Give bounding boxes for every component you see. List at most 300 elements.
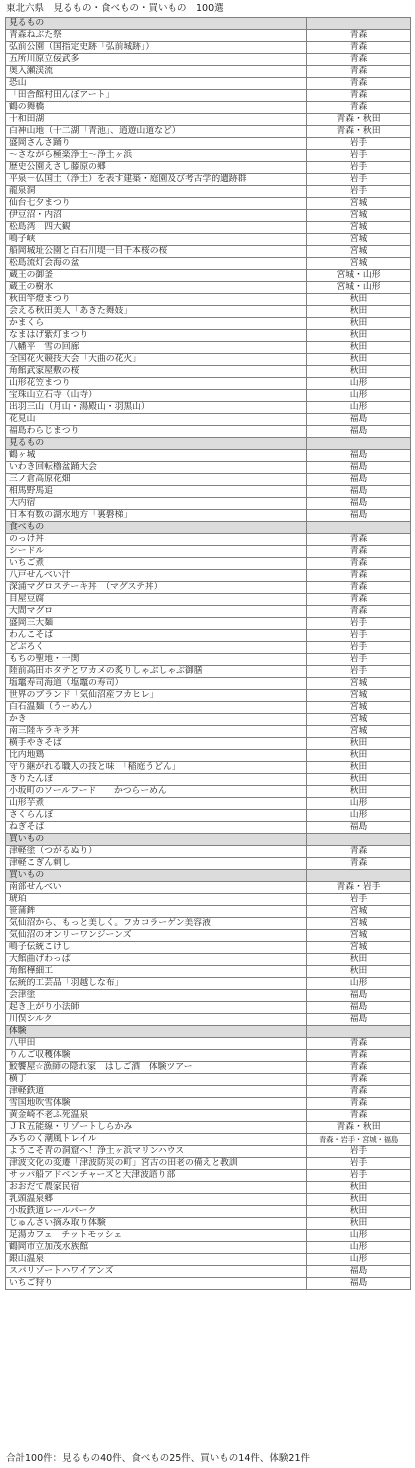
prefecture-cell: 宮城 xyxy=(307,930,411,942)
table-row xyxy=(6,726,411,738)
prefecture-cell: 山形 xyxy=(307,1230,411,1242)
table-row xyxy=(6,102,411,114)
prefecture-cell: 青森 xyxy=(307,1110,411,1122)
table-row xyxy=(6,114,411,126)
table-row xyxy=(6,918,411,930)
prefecture-cell: 宮城 xyxy=(307,906,411,918)
item-name-cell: 松島流灯会海の盆 xyxy=(6,258,307,270)
item-name-cell: いちご煮 xyxy=(6,558,307,570)
item-name-cell: 八甲田 xyxy=(6,1038,307,1050)
table-row xyxy=(6,606,411,618)
table-row xyxy=(6,954,411,966)
item-name-cell: 目屋豆腐 xyxy=(6,594,307,606)
section-header: 食べもの xyxy=(6,522,307,534)
table-row xyxy=(6,582,411,594)
item-name-cell: 津波文化の変遷「津波防災の町」宮古の田老の備えと教訓 xyxy=(6,1158,307,1170)
item-name-cell: 角館武家屋敷の桜 xyxy=(6,366,307,378)
item-name-cell: 鶴の舞橋 xyxy=(6,102,307,114)
prefecture-cell: 秋田 xyxy=(307,786,411,798)
item-name-cell: 青森ねぶた祭 xyxy=(6,30,307,42)
table-row xyxy=(6,786,411,798)
prefecture-cell: 青森 xyxy=(307,42,411,54)
section-header-row xyxy=(6,870,411,882)
prefecture-cell: 青森 xyxy=(307,582,411,594)
item-name-cell: 山形芋煮 xyxy=(6,798,307,810)
prefecture-cell: 秋田 xyxy=(307,354,411,366)
table-row xyxy=(6,894,411,906)
prefecture-cell: 宮城 xyxy=(307,210,411,222)
item-name-cell: りんご収穫体験 xyxy=(6,1050,307,1062)
item-name-cell: 起き上がり小法師 xyxy=(6,1002,307,1014)
prefecture-cell: 青森・秋田 xyxy=(307,1122,411,1134)
table-row xyxy=(6,1254,411,1266)
prefecture-cell: 宮城 xyxy=(307,942,411,954)
item-name-cell: きりたんぽ xyxy=(6,774,307,786)
item-name-cell: 笹蒲鉾 xyxy=(6,906,307,918)
prefecture-cell: 秋田 xyxy=(307,954,411,966)
table-row xyxy=(6,366,411,378)
prefecture-cell: 福島 xyxy=(307,510,411,522)
item-name-cell: さくらんぼ xyxy=(6,810,307,822)
prefecture-cell: 福島 xyxy=(307,1278,411,1290)
table-row xyxy=(6,510,411,522)
prefecture-cell: 秋田 xyxy=(307,294,411,306)
prefecture-cell: 福島 xyxy=(307,450,411,462)
item-name-cell: 黄金崎不老ふ死温泉 xyxy=(6,1110,307,1122)
prefecture-cell: 青森・岩手・宮城・福島 xyxy=(307,1134,411,1146)
prefecture-cell: 岩手 xyxy=(307,162,411,174)
prefecture-cell: 宮城 xyxy=(307,918,411,930)
item-name-cell: 山形花笠まつり xyxy=(6,378,307,390)
item-name-cell: 三ノ倉高原花畑 xyxy=(6,474,307,486)
table-row xyxy=(6,1242,411,1254)
item-name-cell: 塩竈寿司海道（塩竈の寿司） xyxy=(6,678,307,690)
item-name-cell: じゅんさい摘み取り体験 xyxy=(6,1218,307,1230)
prefecture-cell: 福島 xyxy=(307,474,411,486)
prefecture-cell: 秋田 xyxy=(307,1194,411,1206)
item-name-cell: 花見山 xyxy=(6,414,307,426)
table-row xyxy=(6,594,411,606)
table-row xyxy=(6,1062,411,1074)
prefecture-cell: 秋田 xyxy=(307,342,411,354)
table-row xyxy=(6,378,411,390)
item-name-cell: 松島湾 四大観 xyxy=(6,222,307,234)
item-name-cell: 横手やきそば xyxy=(6,738,307,750)
prefecture-cell: 山形 xyxy=(307,390,411,402)
table-row xyxy=(6,1038,411,1050)
item-name-cell: 大館曲げわっぱ xyxy=(6,954,307,966)
table-row xyxy=(6,978,411,990)
prefecture-cell: 青森 xyxy=(307,78,411,90)
prefecture-cell: 青森 xyxy=(307,1050,411,1062)
table-row xyxy=(6,30,411,42)
table-row xyxy=(6,258,411,270)
prefecture-cell: 山形 xyxy=(307,1254,411,1266)
table-row xyxy=(6,234,411,246)
prefecture-cell: 青森 xyxy=(307,546,411,558)
prefecture-cell: 福島 xyxy=(307,486,411,498)
prefecture-cell: 宮城・山形 xyxy=(307,270,411,282)
table-row xyxy=(6,462,411,474)
table-row xyxy=(6,798,411,810)
table-row xyxy=(6,342,411,354)
list-table xyxy=(5,17,411,1290)
prefecture-cell: 青森 xyxy=(307,594,411,606)
item-name-cell: 津軽塗（つがるぬり） xyxy=(6,846,307,858)
table-row xyxy=(6,1050,411,1062)
item-name-cell: 足湯カフェ チットモッシェ xyxy=(6,1230,307,1242)
prefecture-cell: 青森 xyxy=(307,54,411,66)
prefecture-cell: 福島 xyxy=(307,426,411,438)
item-name-cell: 奥入瀬渓流 xyxy=(6,66,307,78)
table-row xyxy=(6,1218,411,1230)
table-row xyxy=(6,42,411,54)
prefecture-cell: 青森 xyxy=(307,1062,411,1074)
item-name-cell: 鶴岡市立加茂水族館 xyxy=(6,1242,307,1254)
item-name-cell: 横丁 xyxy=(6,1074,307,1086)
table-row xyxy=(6,474,411,486)
item-name-cell: 大間マグロ xyxy=(6,606,307,618)
table-row xyxy=(6,1182,411,1194)
item-name-cell: サッパ船アドベンチャーズと大津波語り部 xyxy=(6,1170,307,1182)
table-row xyxy=(6,66,411,78)
table-row xyxy=(6,1110,411,1122)
section-header-row xyxy=(6,438,411,450)
table-row xyxy=(6,570,411,582)
document-title: 東北六県 見るもの・食べもの・買いもの 100選 xyxy=(6,3,224,14)
section-header-blank-cell xyxy=(307,18,411,30)
table-row xyxy=(6,930,411,942)
item-name-cell: 鮫饗屋☆漁師の隠れ家 はしご酒 体験ツアー xyxy=(6,1062,307,1074)
table-row xyxy=(6,246,411,258)
table-row xyxy=(6,858,411,870)
prefecture-cell: 宮城 xyxy=(307,714,411,726)
list-table-body xyxy=(6,18,411,1290)
table-row xyxy=(6,1158,411,1170)
prefecture-cell: 青森 xyxy=(307,534,411,546)
table-row xyxy=(6,318,411,330)
table-row xyxy=(6,822,411,834)
prefecture-cell: 山形 xyxy=(307,798,411,810)
table-row xyxy=(6,1170,411,1182)
prefecture-cell: 青森 xyxy=(307,570,411,582)
section-header: 買いもの xyxy=(6,834,307,846)
item-name-cell: 鳴子伝統こけし xyxy=(6,942,307,954)
table-row xyxy=(6,642,411,654)
table-row xyxy=(6,354,411,366)
item-name-cell: 「田舎館村田んぼアート」 xyxy=(6,90,307,102)
item-name-cell: わんこそば xyxy=(6,630,307,642)
prefecture-cell: 岩手 xyxy=(307,894,411,906)
item-name-cell: 角館樺細工 xyxy=(6,966,307,978)
prefecture-cell: 福島 xyxy=(307,462,411,474)
table-row xyxy=(6,774,411,786)
table-row xyxy=(6,1146,411,1158)
item-name-cell: スパリゾートハワイアンズ xyxy=(6,1266,307,1278)
prefecture-cell: 宮城 xyxy=(307,726,411,738)
prefecture-cell: 秋田 xyxy=(307,366,411,378)
item-name-cell: 日本有数の湖水地方「裏磐梯」 xyxy=(6,510,307,522)
item-name-cell: なまはげ紫灯まつり xyxy=(6,330,307,342)
table-row xyxy=(6,558,411,570)
item-name-cell: 盛岡三大麺 xyxy=(6,618,307,630)
item-name-cell: 全国花火競技大会「大曲の花火」 xyxy=(6,354,307,366)
prefecture-cell: 秋田 xyxy=(307,966,411,978)
item-name-cell: 鶴ヶ城 xyxy=(6,450,307,462)
table-row xyxy=(6,150,411,162)
table-row xyxy=(6,270,411,282)
prefecture-cell: 福島 xyxy=(307,1014,411,1026)
prefecture-cell: 秋田 xyxy=(307,738,411,750)
prefecture-cell: 岩手 xyxy=(307,186,411,198)
prefecture-cell: 宮城 xyxy=(307,258,411,270)
item-name-cell: ＪＲ五能線・リゾートしらかみ xyxy=(6,1122,307,1134)
prefecture-cell: 秋田 xyxy=(307,306,411,318)
item-name-cell: 五所川原立佞武多 xyxy=(6,54,307,66)
table-row xyxy=(6,618,411,630)
item-name-cell: 小坂町のソールフード かつらーめん xyxy=(6,786,307,798)
item-name-cell: 相馬野馬追 xyxy=(6,486,307,498)
prefecture-cell: 岩手 xyxy=(307,1170,411,1182)
prefecture-cell: 青森・秋田 xyxy=(307,126,411,138)
item-name-cell: 世界のブランド「気仙沼産フカヒレ」 xyxy=(6,690,307,702)
table-row xyxy=(6,762,411,774)
prefecture-cell: 宮城 xyxy=(307,690,411,702)
prefecture-cell: 青森 xyxy=(307,1086,411,1098)
table-row xyxy=(6,690,411,702)
table-row xyxy=(6,426,411,438)
item-name-cell: かまくら xyxy=(6,318,307,330)
prefecture-cell: 福島 xyxy=(307,990,411,1002)
table-row xyxy=(6,294,411,306)
item-name-cell: 白石温麺（うーめん） xyxy=(6,702,307,714)
section-header-row xyxy=(6,522,411,534)
table-row xyxy=(6,450,411,462)
table-row xyxy=(6,990,411,1002)
section-header: 買いもの xyxy=(6,870,307,882)
item-name-cell: 八幡平 雪の回廊 xyxy=(6,342,307,354)
prefecture-cell: 福島 xyxy=(307,822,411,834)
section-header-blank-cell xyxy=(307,438,411,450)
item-name-cell: 会える秋田美人「あきた舞妓」 xyxy=(6,306,307,318)
item-name-cell: かき xyxy=(6,714,307,726)
prefecture-cell: 福島 xyxy=(307,1266,411,1278)
prefecture-cell: 青森・秋田 xyxy=(307,114,411,126)
table-row xyxy=(6,1014,411,1026)
prefecture-cell: 福島 xyxy=(307,1002,411,1014)
prefecture-cell: 岩手 xyxy=(307,150,411,162)
table-row xyxy=(6,1086,411,1098)
item-name-cell: 弘前公園（国指定史跡「弘前城跡」） xyxy=(6,42,307,54)
item-name-cell: 蔵王の御釜 xyxy=(6,270,307,282)
prefecture-cell: 青森 xyxy=(307,558,411,570)
prefecture-cell: 岩手 xyxy=(307,630,411,642)
prefecture-cell: 青森 xyxy=(307,30,411,42)
table-row xyxy=(6,282,411,294)
table-row xyxy=(6,1230,411,1242)
table-row xyxy=(6,414,411,426)
prefecture-cell: 秋田 xyxy=(307,1182,411,1194)
item-name-cell: みちのく潮風トレイル xyxy=(6,1134,307,1146)
prefecture-cell: 岩手 xyxy=(307,618,411,630)
section-header: 見るもの xyxy=(6,438,307,450)
prefecture-cell: 秋田 xyxy=(307,1218,411,1230)
table-row xyxy=(6,1002,411,1014)
item-name-cell: 小坂鉄道レールパーク xyxy=(6,1206,307,1218)
table-row xyxy=(6,54,411,66)
section-header-blank-cell xyxy=(307,1026,411,1038)
table-row xyxy=(6,498,411,510)
item-name-cell: 南部せんべい xyxy=(6,882,307,894)
table-row xyxy=(6,1278,411,1290)
item-name-cell: 気仙沼のオンリーワンジーンズ xyxy=(6,930,307,942)
table-row xyxy=(6,846,411,858)
item-name-cell: 伊豆沼・内沼 xyxy=(6,210,307,222)
section-header-blank-cell xyxy=(307,522,411,534)
section-header-blank-cell xyxy=(307,870,411,882)
item-name-cell: 盛岡さんさ踊り xyxy=(6,138,307,150)
item-name-cell: 川俣シルク xyxy=(6,1014,307,1026)
item-name-cell: 津軽鉄道 xyxy=(6,1086,307,1098)
section-header-row xyxy=(6,1026,411,1038)
item-name-cell: 歴史公園えさし藤原の郷 xyxy=(6,162,307,174)
table-row xyxy=(6,1206,411,1218)
item-name-cell: おおだて農家民宿 xyxy=(6,1182,307,1194)
prefecture-cell: 宮城 xyxy=(307,702,411,714)
prefecture-cell: 福島 xyxy=(307,498,411,510)
table-row xyxy=(6,678,411,690)
prefecture-cell: 山形 xyxy=(307,978,411,990)
item-name-cell: 鳴子峡 xyxy=(6,234,307,246)
prefecture-cell: 青森 xyxy=(307,66,411,78)
table-row xyxy=(6,810,411,822)
table-row xyxy=(6,906,411,918)
table-row xyxy=(6,1122,411,1134)
table-row xyxy=(6,750,411,762)
item-name-cell: 八戸せんべい汁 xyxy=(6,570,307,582)
table-row xyxy=(6,90,411,102)
table-row xyxy=(6,210,411,222)
item-name-cell: 南三陸キラキラ丼 xyxy=(6,726,307,738)
item-name-cell: 雪国地吹雪体験 xyxy=(6,1098,307,1110)
item-name-cell: 宝珠山立石寺（山寺） xyxy=(6,390,307,402)
table-row xyxy=(6,702,411,714)
table-row xyxy=(6,1266,411,1278)
table-row xyxy=(6,534,411,546)
table-row xyxy=(6,222,411,234)
prefecture-cell: 秋田 xyxy=(307,750,411,762)
section-header-row xyxy=(6,18,411,30)
prefecture-cell: 青森 xyxy=(307,1074,411,1086)
table-row xyxy=(6,330,411,342)
prefecture-cell: 秋田 xyxy=(307,774,411,786)
prefecture-cell: 山形 xyxy=(307,402,411,414)
item-name-cell: 乳頭温泉郷 xyxy=(6,1194,307,1206)
item-name-cell: 琥珀 xyxy=(6,894,307,906)
item-name-cell: 比内地鶏 xyxy=(6,750,307,762)
item-name-cell: 秋田竿燈まつり xyxy=(6,294,307,306)
item-name-cell: 平泉－仏国土（浄土）を表す建築・庭園及び考古学的遺跡群 xyxy=(6,174,307,186)
prefecture-cell: 宮城 xyxy=(307,222,411,234)
prefecture-cell: 岩手 xyxy=(307,1158,411,1170)
table-row xyxy=(6,486,411,498)
table-row xyxy=(6,1134,411,1146)
document-footer: 合計100件：見るもの40件、食べもの25件、買いもの14件、体験21件 xyxy=(6,1453,310,1464)
prefecture-cell: 青森 xyxy=(307,1038,411,1050)
table-row xyxy=(6,654,411,666)
item-name-cell: いちご狩り xyxy=(6,1278,307,1290)
table-row xyxy=(6,714,411,726)
prefecture-cell: 岩手 xyxy=(307,666,411,678)
table-row xyxy=(6,666,411,678)
table-row xyxy=(6,402,411,414)
item-name-cell: のっけ丼 xyxy=(6,534,307,546)
section-header-row xyxy=(6,834,411,846)
prefecture-cell: 青森 xyxy=(307,858,411,870)
item-name-cell: ～さながら極楽浄土～浄土ヶ浜 xyxy=(6,150,307,162)
table-row xyxy=(6,306,411,318)
prefecture-cell: 青森 xyxy=(307,606,411,618)
item-name-cell: いわき回転櫓盆踊大会 xyxy=(6,462,307,474)
section-header: 体験 xyxy=(6,1026,307,1038)
item-name-cell: 白神山地（十二湖「青池」、逍遊山道など） xyxy=(6,126,307,138)
prefecture-cell: 秋田 xyxy=(307,1206,411,1218)
prefecture-cell: 宮城 xyxy=(307,678,411,690)
table-row xyxy=(6,1074,411,1086)
prefecture-cell: 青森・岩手 xyxy=(307,882,411,894)
item-name-cell: 福島わらじまつり xyxy=(6,426,307,438)
table-row xyxy=(6,390,411,402)
table-row xyxy=(6,630,411,642)
prefecture-cell: 岩手 xyxy=(307,654,411,666)
item-name-cell: 龍泉洞 xyxy=(6,186,307,198)
table-row xyxy=(6,198,411,210)
item-name-cell: 恐山 xyxy=(6,78,307,90)
table-row xyxy=(6,126,411,138)
section-header: 見るもの xyxy=(6,18,307,30)
table-row xyxy=(6,942,411,954)
prefecture-cell: 青森 xyxy=(307,846,411,858)
item-name-cell: 出羽三山（月山・湯殿山・羽黒山） xyxy=(6,402,307,414)
item-name-cell: 大内宿 xyxy=(6,498,307,510)
item-name-cell: 仙台七夕まつり xyxy=(6,198,307,210)
table-row xyxy=(6,546,411,558)
table-row xyxy=(6,966,411,978)
table-row xyxy=(6,186,411,198)
item-name-cell: ようこそ青の洞窟へ！浄土ヶ浜マリンハウス xyxy=(6,1146,307,1158)
prefecture-cell: 青森 xyxy=(307,90,411,102)
prefecture-cell: 秋田 xyxy=(307,330,411,342)
table-row xyxy=(6,1194,411,1206)
item-name-cell: もちの聖地・一関 xyxy=(6,654,307,666)
prefecture-cell: 山形 xyxy=(307,1242,411,1254)
prefecture-cell: 宮城 xyxy=(307,198,411,210)
item-name-cell: 船岡城址公園と白石川堤一目千本桜の桜 xyxy=(6,246,307,258)
prefecture-cell: 秋田 xyxy=(307,762,411,774)
item-name-cell: どぶろく xyxy=(6,642,307,654)
prefecture-cell: 山形 xyxy=(307,810,411,822)
prefecture-cell: 岩手 xyxy=(307,1146,411,1158)
item-name-cell: 深浦マグロステーキ丼 （マグステ丼） xyxy=(6,582,307,594)
item-name-cell: 会津塗 xyxy=(6,990,307,1002)
item-name-cell: 十和田湖 xyxy=(6,114,307,126)
item-name-cell: 気仙沼から、もっと美しく。フカコラーゲン美容液 xyxy=(6,918,307,930)
table-row xyxy=(6,162,411,174)
item-name-cell: 陸前高田ホタテとワカメの炙りしゃぶしゃぶ御膳 xyxy=(6,666,307,678)
item-name-cell: ねぎそば xyxy=(6,822,307,834)
prefecture-cell: 岩手 xyxy=(307,138,411,150)
prefecture-cell: 岩手 xyxy=(307,174,411,186)
